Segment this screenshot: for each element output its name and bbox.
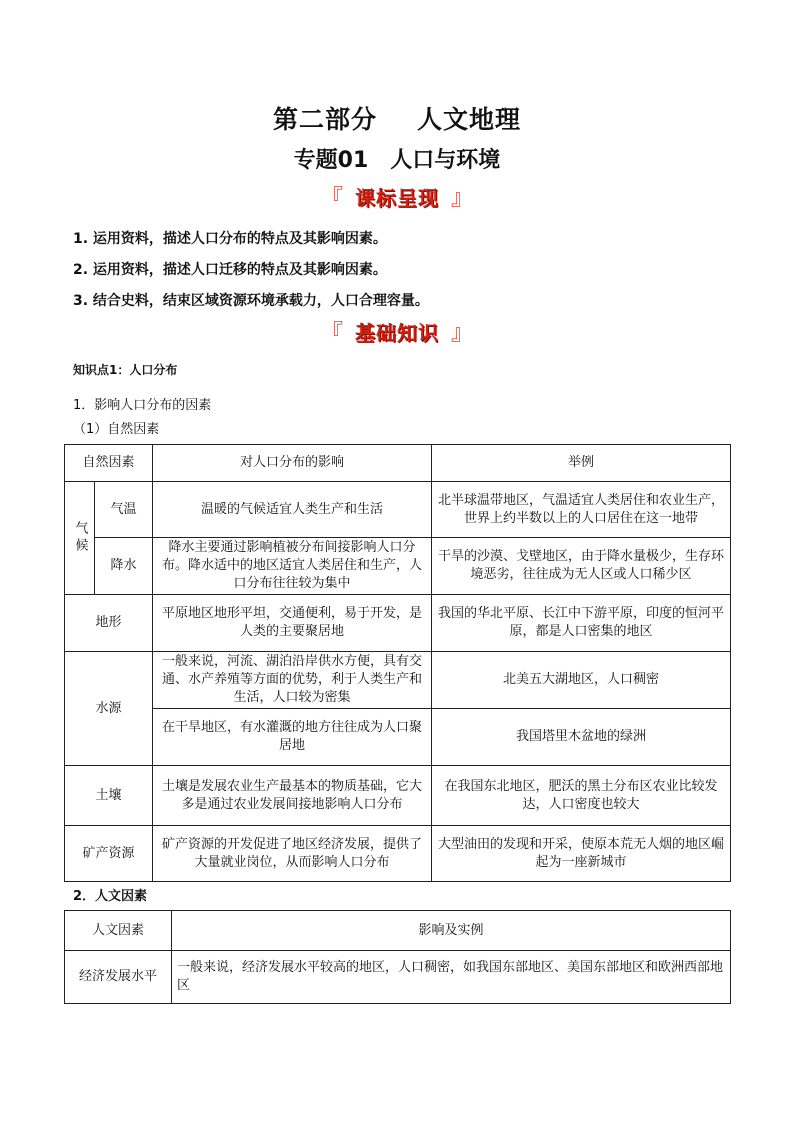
table-row	[65, 652, 731, 709]
natural-factors-table	[64, 444, 731, 882]
header-cell: 举例	[432, 445, 731, 482]
example-cell: 在我国东北地区，肥沃的黑土分布区农业比较发达，人口密度也较大	[432, 766, 731, 826]
requirement-3: 3. 结合史料，结束区域资源环境承载力，人口合理容量。	[73, 293, 429, 309]
part-title	[0, 100, 794, 136]
factor-cell: 土壤	[65, 766, 153, 826]
factor-cell: 经济发展水平	[65, 951, 172, 1004]
subsection-1-heading: （1）自然因素	[73, 422, 160, 437]
topic-label: 专题01	[293, 148, 369, 173]
effect-cell: 平原地区地形平坦，交通便利，易于开发，是人类的主要聚居地	[153, 595, 432, 652]
table-row	[65, 826, 731, 882]
knowledge-point-heading: 知识点1：人口分布	[73, 363, 178, 377]
effect-cell: 温暖的气候适宜人类生产和生活	[153, 482, 432, 538]
effect-cell: 降水主要通过影响植被分布间接影响人口分布。降水适中的地区适宜人类居住和生产，人口分布往往较为集中	[153, 538, 432, 595]
effect-cell: 土壤是发展农业生产最基本的物质基础，它大多是通过农业发展间接地影响人口分布	[153, 766, 432, 826]
section-1-heading: 1．影响人口分布的因素	[73, 398, 212, 413]
effect-cell: 一般来说，河流、湖泊沿岸供水方便，具有交通、水产养殖等方面的优势，利于人类生产和生活，人口较为密集	[153, 652, 432, 709]
example-cell: 干旱的沙漠、戈壁地区，由于降水量极少，生存环境恶劣，往往成为无人区或人口稀少区	[432, 538, 731, 595]
basics-banner	[0, 316, 794, 347]
header-cell: 人文因素	[65, 911, 172, 951]
standards-banner-text: 课标呈现	[355, 186, 439, 210]
climate-label: 气候	[65, 482, 95, 595]
human-factors-table	[64, 910, 731, 1004]
table-header-row	[65, 911, 731, 951]
table-row	[65, 595, 731, 652]
effect-cell: 矿产资源的开发促进了地区经济发展，提供了大量就业岗位，从而影响人口分布	[153, 826, 432, 882]
detail-cell: 一般来说，经济发展水平较高的地区，人口稠密，如我国东部地区、美国东部地区和欧洲西部地区	[172, 951, 731, 1004]
table-row	[65, 538, 731, 595]
example-cell: 北美五大湖地区，人口稠密	[432, 652, 731, 709]
table-row	[65, 709, 731, 766]
example-cell: 北半球温带地区，气温适宜人类居住和农业生产，世界上约半数以上的人口居住在这一地带	[432, 482, 731, 538]
factor-cell: 地形	[65, 595, 153, 652]
part-subject: 人文地理	[417, 105, 522, 134]
table-row	[65, 482, 731, 538]
table-row	[65, 951, 731, 1004]
example-cell: 我国的华北平原、长江中下游平原，印度的恒河平原，都是人口密集的地区	[432, 595, 731, 652]
standards-banner	[0, 181, 794, 212]
factor-cell: 水源	[65, 652, 153, 766]
bracket-close: 』	[451, 321, 474, 346]
bracket-open: 『	[320, 321, 343, 346]
header-cell: 自然因素	[65, 445, 153, 482]
topic-title	[0, 143, 794, 174]
header-cell: 对人口分布的影响	[153, 445, 432, 482]
factor-cell: 矿产资源	[65, 826, 153, 882]
example-cell: 大型油田的发现和开采，使原本荒无人烟的地区崛起为一座新城市	[432, 826, 731, 882]
part-label: 第二部分	[272, 105, 377, 134]
bracket-open: 『	[320, 186, 343, 211]
requirement-1: 1. 运用资料，描述人口分布的特点及其影响因素。	[73, 231, 387, 247]
effect-cell: 在干旱地区，有水灌溉的地方往往成为人口聚居地	[153, 709, 432, 766]
example-cell: 我国塔里木盆地的绿洲	[432, 709, 731, 766]
bracket-close: 』	[451, 186, 474, 211]
requirement-2: 2. 运用资料，描述人口迁移的特点及其影响因素。	[73, 262, 387, 278]
factor-cell: 气温	[95, 482, 153, 538]
table-row	[65, 766, 731, 826]
topic-name: 人口与环境	[390, 148, 501, 173]
section-2-heading: 2．人文因素	[73, 889, 148, 904]
basics-banner-text: 基础知识	[355, 321, 439, 345]
header-cell: 影响及实例	[172, 911, 731, 951]
table-header-row	[65, 445, 731, 482]
factor-cell: 降水	[95, 538, 153, 595]
